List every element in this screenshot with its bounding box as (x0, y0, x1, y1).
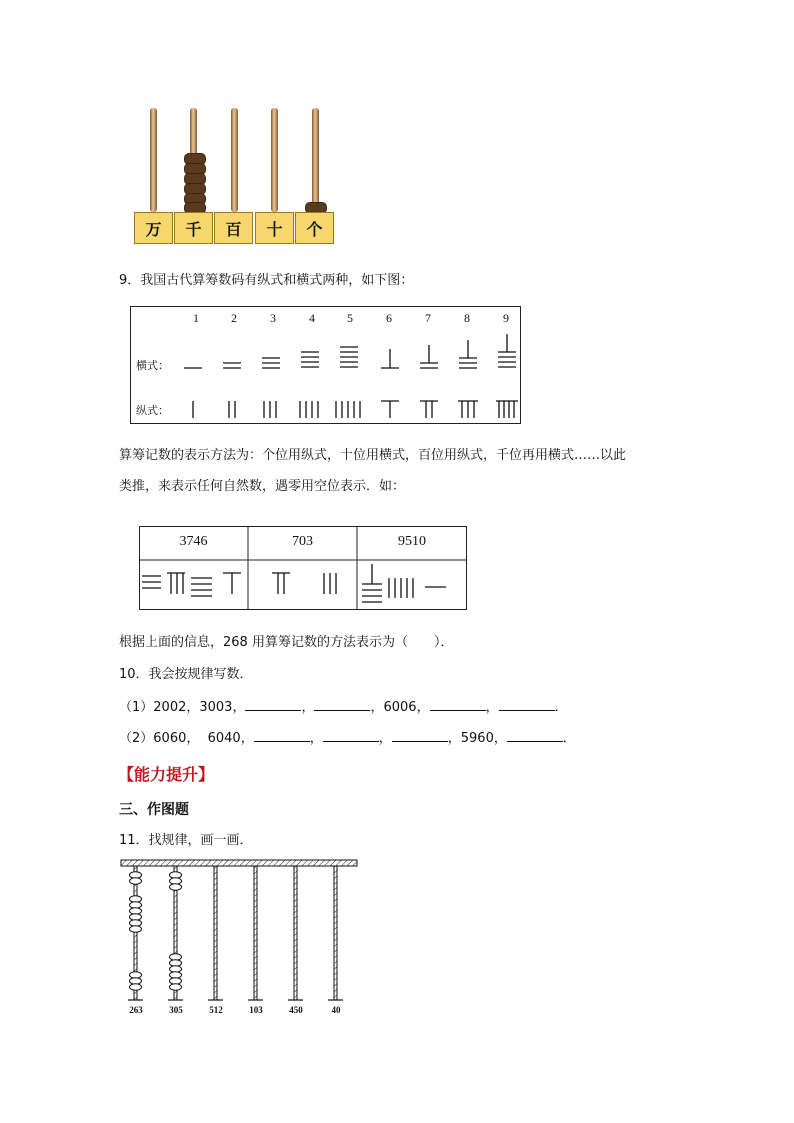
frame-value-label: 512 (209, 1005, 223, 1015)
q9-question: 根据上面的信息，268 用算筹记数的方法表示为（ ）． (119, 635, 454, 650)
digit-label: 2 (231, 311, 237, 325)
answer-blank[interactable] (314, 698, 370, 711)
q10-line2-prefix: （2）6060， 6040， (119, 731, 254, 746)
q10-line1-known: 6006 (383, 700, 417, 715)
answer-blank[interactable] (392, 729, 448, 742)
frame-value-label: 305 (169, 1005, 183, 1015)
digit-label: 1 (193, 311, 199, 325)
counting-frame (118, 857, 362, 1019)
example-number: 3746 (179, 534, 208, 549)
answer-blank[interactable] (507, 729, 563, 742)
abacus-label-shi: 十 (255, 212, 294, 244)
frame-value-label: 40 (331, 1005, 341, 1015)
abacus-label-ge: 个 (295, 212, 334, 244)
answer-blank[interactable] (499, 698, 555, 711)
digit-label: 5 (347, 311, 353, 325)
digit-label: 3 (270, 311, 276, 325)
digit-label: 4 (309, 311, 315, 325)
answer-blank[interactable] (245, 698, 301, 711)
abacus-label-qian: 千 (174, 212, 213, 244)
q10-line1: （1）2002，3003， ， ，6006， ， ． (119, 700, 568, 715)
digit-label: 9 (503, 311, 509, 325)
answer-blank[interactable] (430, 698, 486, 711)
row-label-horizontal: 横式： (136, 359, 169, 372)
row-label-vertical: 纵式： (136, 404, 169, 417)
digit-label: 6 (386, 311, 392, 325)
digit-label: 8 (464, 311, 470, 325)
rod-example-table (139, 526, 467, 610)
q9-rule-line1: 算筹记数的表示方法为：个位用纵式，十位用横式，百位用纵式，千位再用横式……以此 (119, 448, 627, 463)
rod-numeral-chart (130, 306, 521, 424)
abacus-label-bai: 百 (214, 212, 253, 244)
digit-label: 7 (425, 311, 431, 325)
part-title: 三、作图题 (119, 802, 189, 818)
q10-line1-prefix: （1）2002，3003， (119, 700, 246, 715)
rod-glyphs (131, 307, 522, 425)
q10-line2-known: 5960 (460, 731, 494, 746)
frame-value-label: 450 (289, 1005, 303, 1015)
frame-value-label: 103 (249, 1005, 263, 1015)
abacus-label-wan: 万 (134, 212, 173, 244)
q10-line2: （2）6060， 6040， ， ， ，5960， ． (119, 731, 576, 746)
answer-blank[interactable] (323, 729, 379, 742)
section-heading: 【能力提升】 (118, 765, 215, 784)
q10-stem: 10．我会按规律写数． (119, 667, 253, 682)
q9-stem: 9．我国古代算筹数码有纵式和横式两种，如下图： (119, 273, 414, 288)
q9-rule-line2: 类推，来表示任何自然数，遇零用空位表示．如： (119, 479, 406, 494)
answer-blank[interactable] (254, 729, 310, 742)
example-number: 9510 (398, 534, 426, 549)
example-number: 703 (292, 534, 313, 549)
frame-value-label: 263 (129, 1005, 143, 1015)
q11-stem: 11．找规律，画一画． (119, 833, 253, 848)
